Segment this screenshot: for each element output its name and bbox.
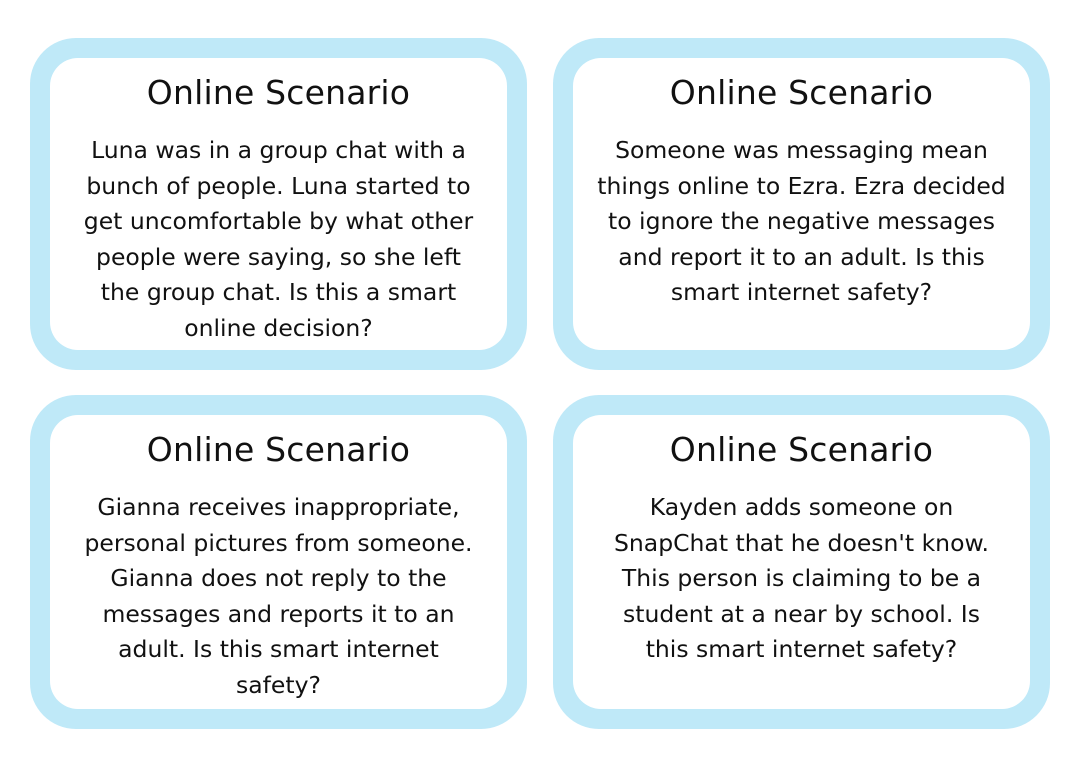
card-text-line: Gianna does not reply to the: [110, 564, 447, 592]
card-text: [64, 113, 494, 346]
card-content: [50, 415, 507, 709]
card-text-line: things online to Ezra. Ezra decided: [597, 171, 1006, 200]
card-text-line: smart internet safety?: [670, 278, 933, 306]
scenario-card-gianna: [30, 395, 527, 729]
card-text: [587, 470, 1017, 668]
card-text-line: bunch of people. Luna started to: [86, 171, 471, 200]
scenario-card-kayden: [553, 395, 1050, 729]
card-content: [573, 58, 1030, 350]
card-title: Online Scenario: [669, 73, 934, 112]
card-title: Online Scenario: [669, 430, 934, 469]
card-content: [50, 58, 507, 350]
card-text-line: SnapChat that he doesn't know.: [614, 528, 989, 557]
card-text-line: This person is claiming to be a: [621, 564, 982, 592]
card-text-line: student at a near by school. Is: [623, 599, 980, 628]
card-text-line: Luna was in a group chat with a: [91, 136, 466, 164]
card-text-line: people were saying, so she left: [96, 242, 461, 271]
card-title: Online Scenario: [146, 73, 411, 112]
card-text-line: to ignore the negative messages: [608, 207, 995, 235]
card-text-line: Gianna receives inappropriate,: [97, 493, 460, 521]
card-text: [64, 470, 494, 703]
card-text-line: this smart internet safety?: [645, 635, 958, 663]
card-text-line: adult. Is this smart internet: [118, 635, 439, 663]
scenario-card-luna: [30, 38, 527, 370]
card-text-line: get uncomfortable by what other: [83, 207, 474, 235]
card-text-line: and report it to an adult. Is this: [618, 242, 985, 271]
card-text: [587, 113, 1017, 311]
card-title: Online Scenario: [146, 430, 411, 469]
card-text-line: Someone was messaging mean: [615, 136, 988, 164]
card-text-line: safety?: [236, 670, 321, 699]
card-text-line: online decision?: [184, 313, 373, 342]
card-text-line: the group chat. Is this a smart: [100, 278, 457, 306]
card-text-line: messages and reports it to an: [102, 599, 455, 628]
card-content: [573, 415, 1030, 709]
card-text-line: Kayden adds someone on: [649, 493, 954, 521]
scenario-card-ezra: [553, 38, 1050, 370]
card-text-line: personal pictures from someone.: [84, 528, 473, 557]
